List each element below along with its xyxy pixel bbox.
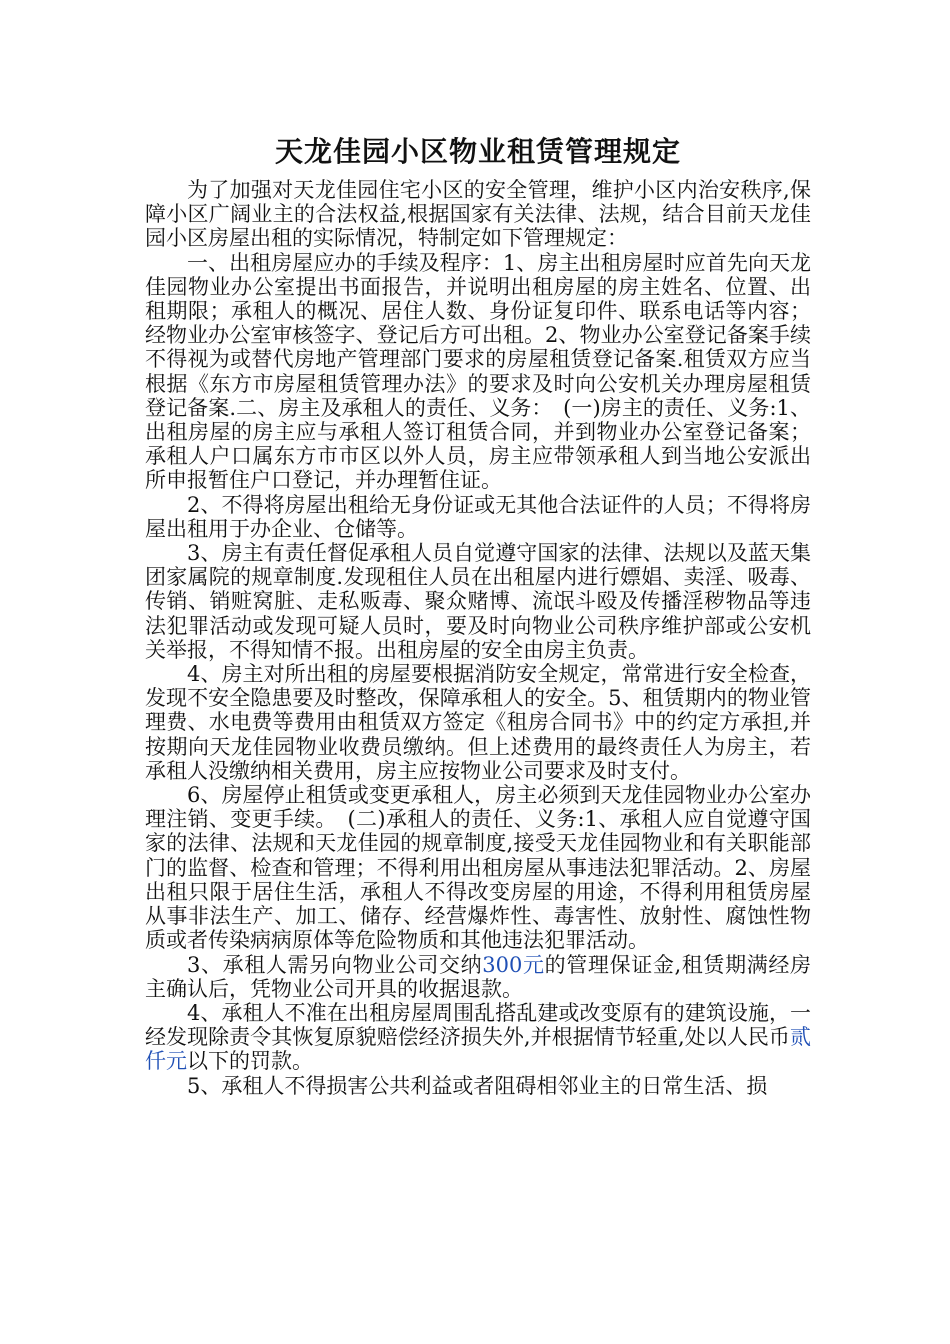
- penalty-text-before: 4、承租人不准在出租房屋周围乱搭乱建或改变原有的建筑设施，一经发现除责令其恢复原貌赔偿经济损失外,并根据情节轻重,处以人民币: [145, 1000, 811, 1050]
- paragraph-intro: 为了加强对天龙佳园住宅小区的安全管理，维护小区内治安秩序,保障小区广阔业主的合法权益,根据国家有关法律、法规，结合目前天龙佳园小区房屋出租的实际情况，特制定如下管理规定：: [145, 178, 811, 251]
- document-title: 天龙佳园小区物业租赁管理规定: [274, 135, 681, 168]
- penalty-text-after: 以下的罚款。: [187, 1049, 313, 1074]
- paragraph-item-4-5: 4、房主对所出租的房屋要根据消防安全规定，常常进行安全检查，发现不安全隐患要及时整改，保障承租人的安全。5、租赁期内的物业管理费、水电费等费用由租赁双方签定《租房合同书》中的约定方承担,并按期向天龙佳园物业收费员缴纳。但上述费用的最终责任人为房主，若承租人没缴纳相关费用，房主应按物业公司要求及时支付。: [145, 662, 811, 783]
- paragraph-item-5-partial: 5、承租人不得损害公共利益或者阻碍相邻业主的日常生活、损: [187, 1073, 768, 1098]
- paragraph-item-6: 6、房屋停止租赁或变更承租人，房主必须到天龙佳园物业办公室办理注销、变更手续。 (二)承租人的责任、义务:1、承租人应自觉遵守国家的法律、法规和天龙佳园的规章制度,接受天龙佳园物业和有关职能部门的监督、检查和管理；不得利用出租房屋从事违法犯罪活动。2、房屋出租只限于居住生活，承租人不得改变房屋的用途，不得利用租赁房屋从事非法生产、加工、储存、经营爆炸性、毒害性、放射性、腐蚀性物质或者传染病病原体等危险物质和其他违法犯罪活动。: [145, 783, 811, 953]
- document-page: [145, 128, 811, 1098]
- deposit-text-before: 3、承租人需另向物业公司交纳: [187, 952, 483, 977]
- paragraph-item-3: 3、房主有责任督促承租人员自觉遵守国家的法律、法规以及蓝天集团家属院的规章制度.发现租住人员在出租屋内进行嫖娼、卖淫、吸毒、传销、销赃窝脏、走私贩毒、聚众赌博、流氓斗殴及传播淫秽物品等违法犯罪活动或发现可疑人员时，要及时向物业公司秩序维护部或公安机关举报，不得知情不报。出租房屋的安全由房主负责。: [145, 541, 811, 662]
- paragraph-penalty: [145, 1001, 811, 1074]
- deposit-amount: 300元: [482, 952, 545, 977]
- paragraph-deposit: [145, 953, 811, 1001]
- paragraph-procedures: 一、出租房屋应办的手续及程序：1、房主出租房屋时应首先向天龙佳园物业办公室提出书面报告，并说明出租房屋的房主姓名、位置、出租期限；承租人的概况、居住人数、身份证复印件、联系电话等内容；经物业办公室审核签字、登记后方可出租。2、物业办公室登记备案手续不得视为或替代房地产管理部门要求的房屋租赁登记备案.租赁双方应当根据《东方市房屋租赁管理办法》的要求及时向公安机关办理房屋租赁登记备案.二、房主及承租人的责任、义务： (一)房主的责任、义务:1、出租房屋的房主应与承租人签订租赁合同，并到物业办公室登记备案；承租人户口属东方市市区以外人员，房主应带领承租人到当地公安派出所申报暂住户口登记，并办理暂住证。: [145, 250, 811, 493]
- penalty-amount: 贰仟元: [145, 1025, 811, 1074]
- deposit-text-after: 的管理保证金,租赁期满经房主确认后，凭物业公司开具的收据退款。: [145, 952, 811, 1001]
- paragraph-item-2: 2、不得将房屋出租给无身份证或无其他合法证件的人员；不得将房屋出租用于办企业、仓储等。: [145, 492, 811, 541]
